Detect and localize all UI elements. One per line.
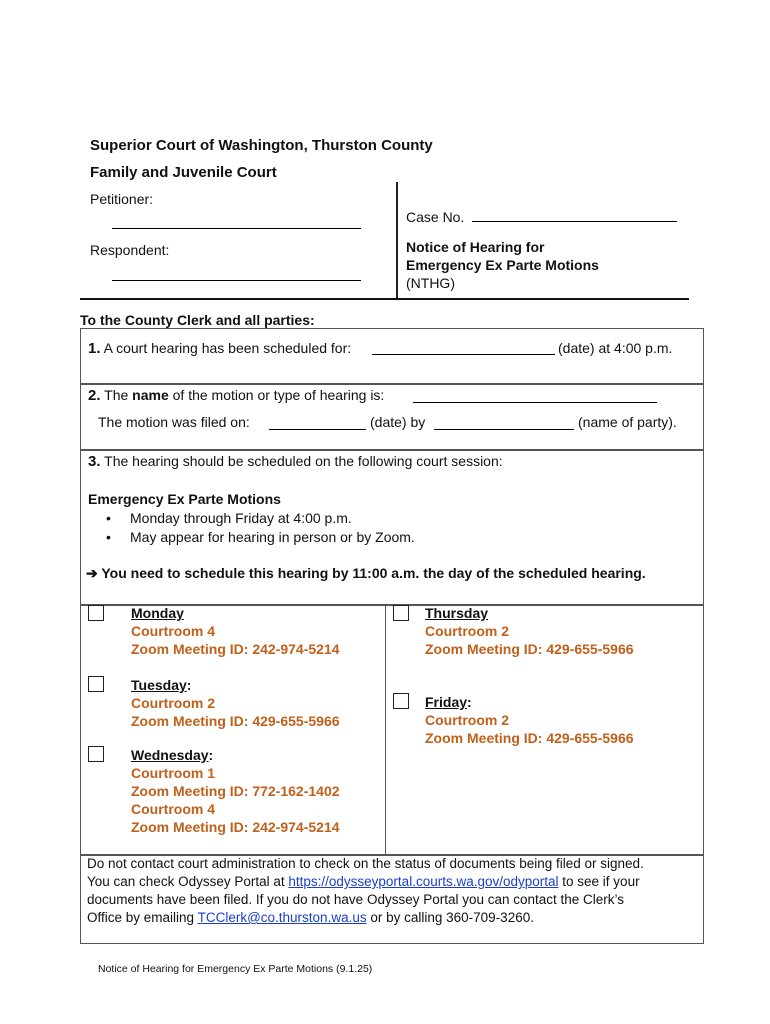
respondent-label: Respondent: — [90, 242, 170, 258]
notice-line-3: documents have been filed. If you do not have Odyssey Portal you can contact the Clerk’s — [87, 892, 625, 907]
case-no-label: Case No. — [406, 209, 465, 225]
notice-line-4: Office by emailing TCClerk@co.thurston.wa.us or by calling 360-709-3260. — [87, 910, 534, 925]
section-2-text-before: The — [104, 387, 129, 403]
tuesday-block — [131, 676, 340, 730]
filed-date-field[interactable] — [269, 429, 366, 430]
hearing-date-field[interactable] — [372, 354, 555, 355]
wednesday-zoom-1: Zoom Meeting ID: 772-162-1402 — [131, 783, 340, 799]
session-bullets — [106, 510, 415, 545]
header-divider — [396, 182, 398, 299]
wednesday-zoom-2: Zoom Meeting ID: 242-974-5214 — [131, 819, 340, 835]
name-of-party-label: (name of party). — [578, 414, 677, 430]
petitioner-label: Petitioner: — [90, 191, 154, 207]
wednesday-block — [131, 746, 340, 836]
bullet-item: • May appear for hearing in person or by Zoom. — [106, 529, 415, 545]
filed-on-label: The motion was filed on: — [98, 414, 250, 430]
clerk-email-link[interactable]: TCClerk@co.thurston.wa.us — [197, 910, 367, 925]
section-3-row — [88, 453, 503, 470]
thursday-label: Thursday — [425, 605, 489, 621]
section-3-text: The hearing should be scheduled on the following court session: — [104, 453, 503, 469]
party-name-field[interactable] — [434, 429, 574, 430]
friday-label-row: Friday: — [425, 694, 472, 710]
deadline-text: You need to schedule this hearing by 11:00 a.m. the day of the scheduled hearing. — [101, 565, 646, 581]
section-3-subheading: Emergency Ex Parte Motions — [88, 491, 281, 507]
friday-checkbox[interactable] — [393, 693, 409, 709]
case-no-field[interactable] — [472, 221, 677, 222]
odyssey-portal-link[interactable]: https://odysseyportal.courts.wa.gov/odyportal — [288, 874, 559, 889]
arrow-icon: ➔ — [86, 565, 98, 581]
bullet-item: • Monday through Friday at 4:00 p.m. — [106, 510, 352, 526]
section-2-row — [88, 387, 384, 404]
monday-courtroom: Courtroom 4 — [131, 623, 215, 639]
section-2-text-bold: name — [132, 387, 169, 403]
court-title: Superior Court of Washington, Thurston County — [90, 137, 433, 154]
thursday-courtroom: Courtroom 2 — [425, 623, 509, 639]
court-division: Family and Juvenile Court — [90, 164, 277, 181]
notice-title-2: Emergency Ex Parte Motions — [406, 257, 599, 273]
tuesday-zoom: Zoom Meeting ID: 429-655-5966 — [131, 713, 340, 729]
tuesday-checkbox[interactable] — [88, 676, 104, 692]
wednesday-checkbox[interactable] — [88, 746, 104, 762]
notice-line-1: Do not contact court administration to check on the status of documents being filed or signed. — [87, 856, 644, 871]
petitioner-field[interactable] — [112, 228, 361, 229]
friday-block — [425, 693, 634, 747]
monday-zoom: Zoom Meeting ID: 242-974-5214 — [131, 641, 340, 657]
section-2-number: 2. — [88, 387, 101, 404]
header-rule — [80, 298, 689, 300]
deadline-row — [86, 565, 646, 582]
wednesday-label: Wednesday — [131, 747, 209, 763]
motion-name-field[interactable] — [413, 402, 657, 403]
intro-text: To the County Clerk and all parties: — [80, 312, 315, 328]
days-divider — [385, 604, 386, 854]
tuesday-courtroom: Courtroom 2 — [131, 695, 215, 711]
respondent-field[interactable] — [112, 280, 361, 281]
monday-block — [131, 604, 340, 658]
footer-text: Notice of Hearing for Emergency Ex Parte Motions (9.1.25) — [98, 963, 373, 975]
section-1-suffix: (date) at 4:00 p.m. — [558, 340, 673, 356]
wednesday-courtroom-2: Courtroom 4 — [131, 801, 215, 817]
friday-courtroom: Courtroom 2 — [425, 712, 509, 728]
notice-text — [87, 855, 699, 927]
section-1-text: A court hearing has been scheduled for: — [103, 340, 352, 356]
thursday-block — [425, 604, 634, 658]
tuesday-label-row: Tuesday: — [131, 677, 192, 693]
notice-title-1: Notice of Hearing for — [406, 239, 545, 255]
notice-code: (NTHG) — [406, 275, 455, 291]
date-by-label: (date) by — [370, 414, 426, 430]
section-1-row — [88, 340, 351, 357]
wednesday-label-row: Wednesday: — [131, 747, 214, 763]
friday-label: Friday — [425, 694, 468, 710]
section-2-text-after: of the motion or type of hearing is: — [172, 387, 385, 403]
monday-label: Monday — [131, 605, 184, 621]
wednesday-courtroom-1: Courtroom 1 — [131, 765, 215, 781]
thursday-checkbox[interactable] — [393, 605, 409, 621]
section-3-number: 3. — [88, 453, 101, 470]
thursday-zoom: Zoom Meeting ID: 429-655-5966 — [425, 641, 634, 657]
section-1-number: 1. — [88, 340, 101, 357]
monday-checkbox[interactable] — [88, 605, 104, 621]
notice-line-2: You can check Odyssey Portal at https://odysseyportal.courts.wa.gov/odyportal to see if your — [87, 874, 640, 889]
tuesday-label: Tuesday — [131, 677, 187, 693]
friday-zoom: Zoom Meeting ID: 429-655-5966 — [425, 730, 634, 746]
